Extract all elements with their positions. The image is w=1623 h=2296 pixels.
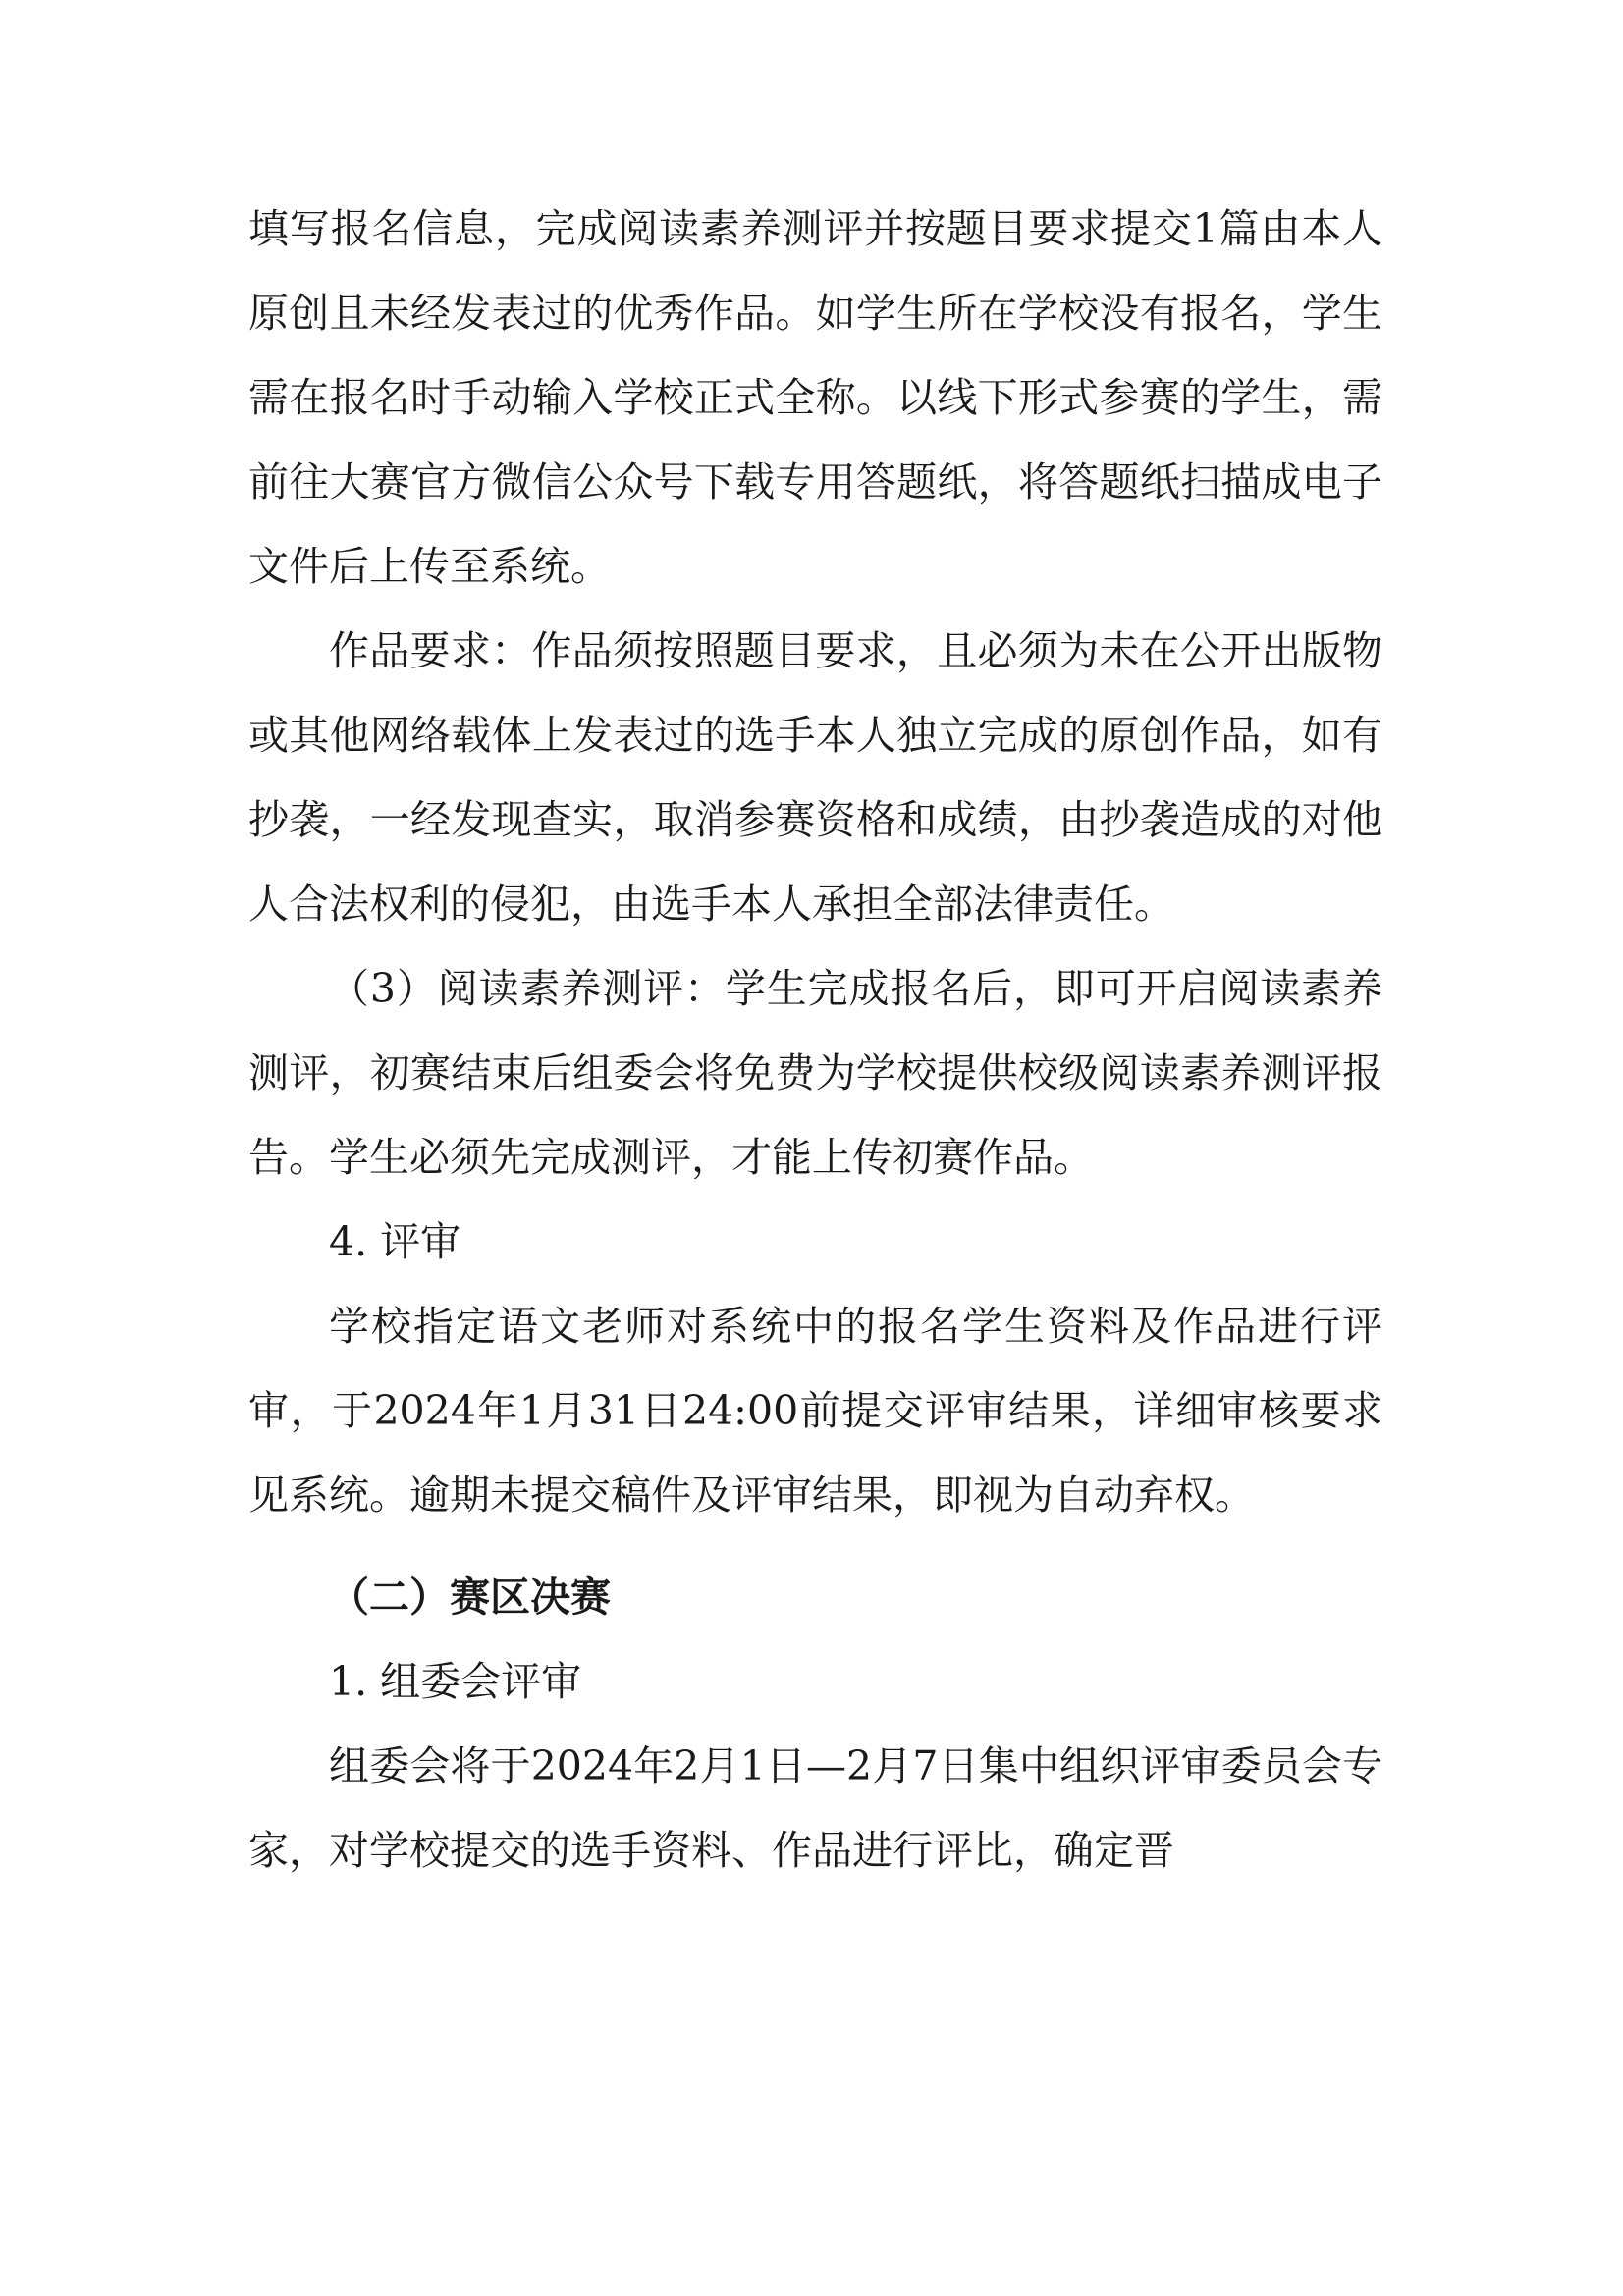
paragraph-review: 学校指定语文老师对系统中的报名学生资料及作品进行评审，于2024年1月31日24:00前提交评审结果，详细审核要求见系统。逾期未提交稿件及评审结果，即视为自动弃权。 <box>248 1303 1382 1519</box>
document-page <box>248 187 1382 1893</box>
section-heading-regional-final: （二）赛区决赛 <box>329 1574 611 1621</box>
section-heading-review: 4. 评审 <box>329 1218 461 1265</box>
paragraph-committee-review: 组委会将于2024年2月1日—2月7日集中组织评审委员会专家，对学校提交的选手资料、作品进行评比，确定晋 <box>248 1742 1382 1874</box>
section-heading-committee-review: 1. 组委会评审 <box>329 1658 582 1705</box>
paragraph-registration: 填写报名信息，完成阅读素养测评并按题目要求提交1篇由本人原创且未经发表过的优秀作品。如学生所在学校没有报名，学生需在报名时手动输入学校正式全称。以线下形式参赛的学生，需前往大赛官方微信公众号下载专用答题纸，将答题纸扫描成电子文件后上传至系统。 <box>248 205 1382 590</box>
paragraph-work-requirements: 作品要求：作品须按照题目要求，且必须为未在公开出版物或其他网络载体上发表过的选手本人独立完成的原创作品，如有抄袭，一经发现查实，取消参赛资格和成绩，由抄袭造成的对他人合法权利的侵犯，由选手本人承担全部法律责任。 <box>248 627 1382 928</box>
paragraph-reading-assessment: （3）阅读素养测评：学生完成报名后，即可开启阅读素养测评，初赛结束后组委会将免费为学校提供校级阅读素养测评报告。学生必须先完成测评，才能上传初赛作品。 <box>248 965 1382 1181</box>
